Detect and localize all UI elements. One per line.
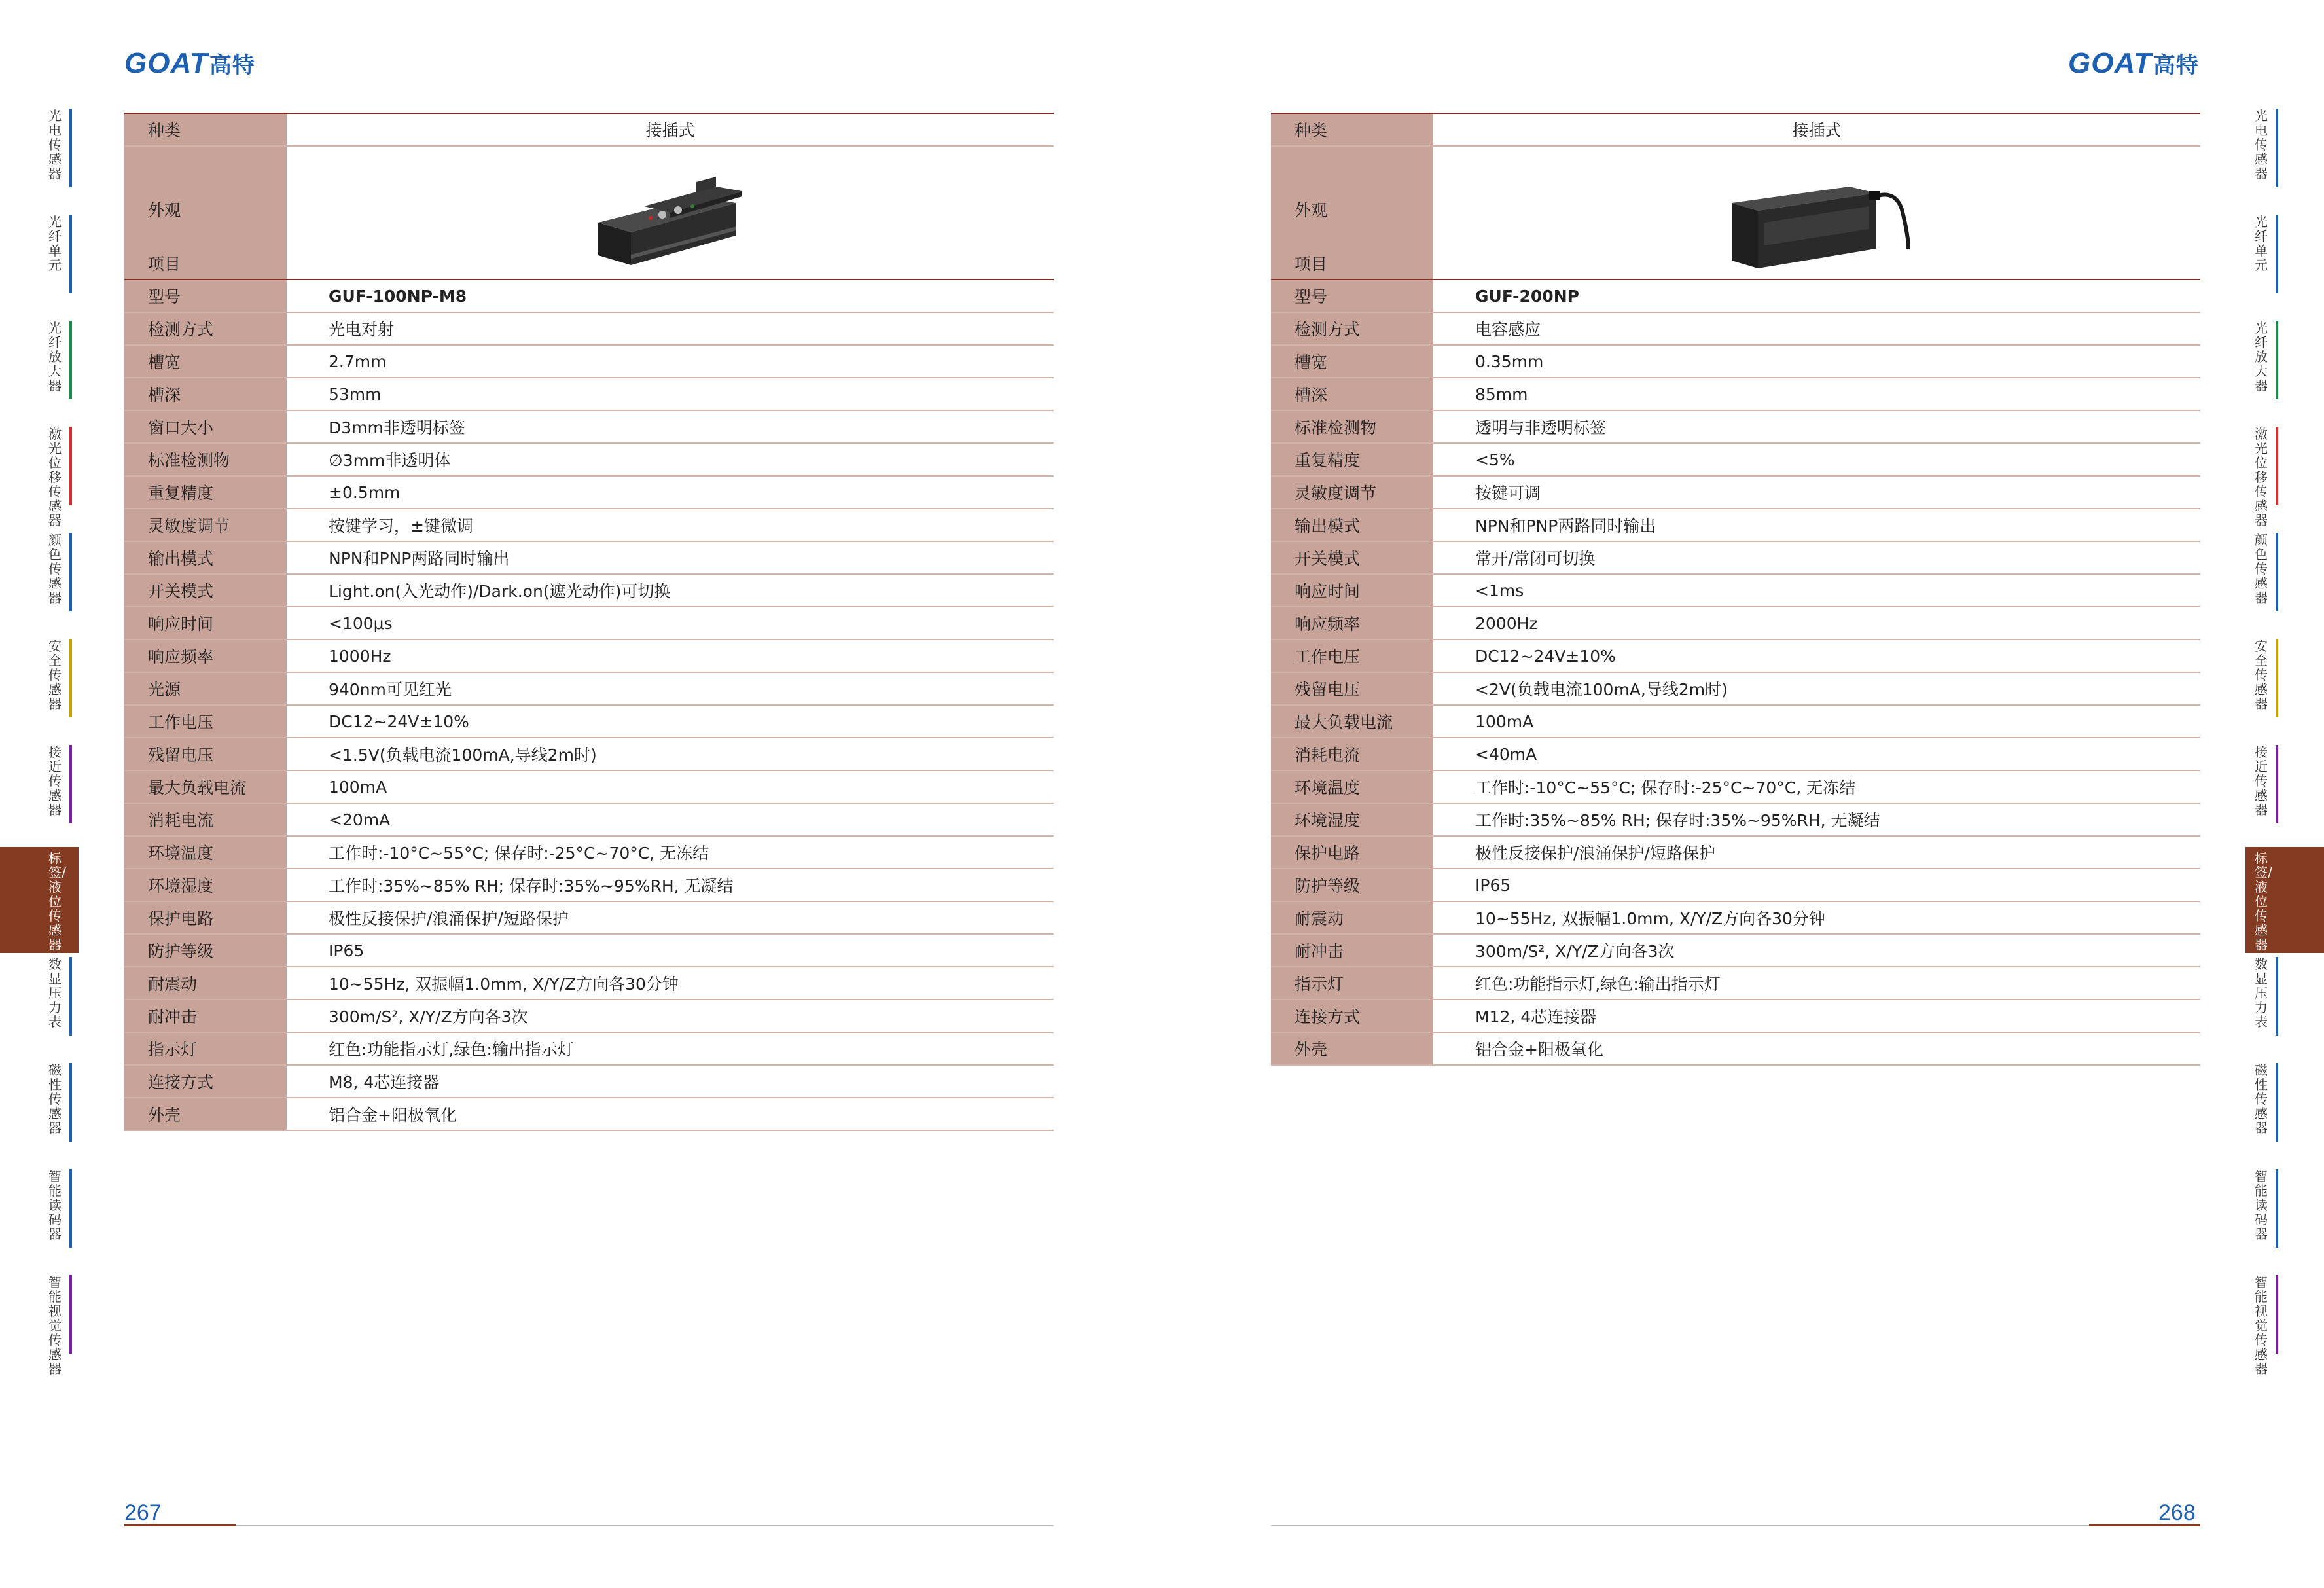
spec-label: 开关模式 (1271, 542, 1433, 573)
sidebar-tab[interactable] (0, 635, 79, 741)
sidebar-tab-bar (2276, 109, 2278, 187)
spec-rows-left (124, 280, 1054, 1131)
sidebar-tab-label: 智能读码器 (48, 1168, 62, 1242)
spec-row (124, 378, 1054, 411)
sidebar-tab[interactable] (2245, 635, 2324, 741)
spec-label: 残留电压 (1271, 673, 1433, 704)
spec-value: DC12~24V±10% (329, 712, 469, 731)
type-label: 种类 (1271, 114, 1433, 145)
spec-value: 10~55Hz, 双振幅1.0mm, X/Y/Z方向各30分钟 (329, 975, 679, 994)
spec-label: 槽深 (124, 378, 287, 410)
spec-row (1271, 837, 2200, 869)
sidebar-tab[interactable] (2245, 1059, 2324, 1165)
sidebar-tab-label: 标签/液位传感器 (48, 850, 66, 952)
sidebar-tab[interactable] (0, 741, 79, 847)
type-label: 种类 (124, 114, 287, 145)
spec-row (124, 673, 1054, 706)
spec-value: 100mA (329, 777, 387, 797)
sidebar-tab-label: 智能视觉传感器 (48, 1274, 62, 1377)
sidebar-tab-bar (69, 745, 72, 823)
type-row (124, 113, 1054, 147)
spec-row (1271, 935, 2200, 967)
spec-label: 外壳 (1271, 1033, 1433, 1064)
spec-value: 10~55Hz, 双振幅1.0mm, X/Y/Z方向各30分钟 (1475, 909, 1825, 928)
spec-value: 940nm可见红光 (329, 680, 452, 699)
sidebar-tab-bar (2276, 745, 2278, 823)
spec-value: 100mA (1475, 712, 1534, 731)
spec-row (124, 1066, 1054, 1098)
sidebar-tab-bar (2276, 851, 2278, 929)
sidebar-tab[interactable] (2245, 741, 2324, 847)
sidebar-tab[interactable] (2245, 105, 2324, 211)
spec-rows-right (1271, 280, 2200, 1066)
spec-value: 光电对射 (329, 320, 395, 339)
spec-label: 最大负载电流 (124, 771, 287, 803)
sidebar-tab[interactable] (0, 423, 79, 529)
sidebar-tab-label: 颜色传感器 (48, 532, 62, 605)
spec-label: 最大负载电流 (1271, 706, 1433, 737)
spec-value: 电容感应 (1475, 320, 1541, 339)
spec-row (124, 1000, 1054, 1033)
spec-value: <100μs (329, 613, 393, 633)
spec-value: D3mm非透明标签 (329, 418, 465, 437)
spec-label: 响应时间 (1271, 575, 1433, 606)
spec-label: 槽深 (1271, 378, 1433, 410)
spec-value: 2.7mm (329, 352, 387, 371)
type-value: 接插式 (1792, 121, 1842, 140)
spec-label: 标准检测物 (124, 444, 287, 475)
spec-row (124, 509, 1054, 542)
appearance-label: 外观 (148, 201, 181, 220)
spec-value: Light.on(入光动作)/Dark.on(遮光动作)可切换 (329, 582, 671, 601)
sidebar-tab-bar (69, 109, 72, 187)
sidebar-tab-label: 光电传感器 (2255, 108, 2268, 181)
spec-row (1271, 444, 2200, 477)
sidebar-tab-label: 磁性传感器 (2255, 1062, 2268, 1136)
spec-row (1271, 411, 2200, 444)
spec-label: 连接方式 (124, 1066, 287, 1097)
spec-value: 极性反接保护/浪涌保护/短路保护 (1475, 844, 1715, 863)
spec-row (124, 738, 1054, 771)
spec-label: 灵敏度调节 (124, 509, 287, 541)
spec-row (124, 1098, 1054, 1131)
spec-row (124, 967, 1054, 1000)
sidebar-tab-bar (69, 1275, 72, 1354)
sidebar-tab-bar (69, 639, 72, 717)
spec-label: 工作电压 (1271, 640, 1433, 672)
spec-label: 保护电路 (1271, 837, 1433, 868)
spec-value: 常开/常闭可切换 (1475, 549, 1596, 568)
spec-row (1271, 477, 2200, 509)
spec-label: 消耗电流 (124, 804, 287, 835)
spec-row (1271, 640, 2200, 673)
page-number-left: 267 (124, 1500, 162, 1525)
sidebar-tab-label: 安全传感器 (2255, 638, 2268, 712)
spec-value: 53mm (329, 384, 382, 404)
sidebar-tab-label: 光纤放大器 (48, 320, 62, 393)
model-value: GUF-100NP-M8 (329, 286, 467, 306)
type-value: 接插式 (645, 121, 695, 140)
spec-value: ∅3mm非透明体 (329, 451, 451, 470)
sidebar-tab-bar (69, 1063, 72, 1142)
sidebar-tab[interactable] (0, 953, 79, 1059)
brand-logo-right: GOAT高特 (2068, 47, 2199, 79)
spec-value: <40mA (1475, 744, 1537, 764)
spec-row (1271, 804, 2200, 837)
sidebar-left (0, 105, 79, 1377)
footer-rule-left (124, 1525, 1054, 1526)
sidebar-tab-label: 激光位移传感器 (48, 426, 62, 528)
spec-label: 开关模式 (124, 575, 287, 606)
spec-label: 防护等级 (1271, 869, 1433, 901)
sidebar-tab-label: 颜色传感器 (2255, 532, 2268, 605)
spec-label: 耐震动 (124, 967, 287, 999)
brand-logo-left: GOAT高特 (124, 47, 255, 79)
spec-row (124, 477, 1054, 509)
spec-row (1271, 509, 2200, 542)
spec-label: 检测方式 (124, 313, 287, 344)
spec-row (124, 935, 1054, 967)
appearance-label: 外观 (1295, 201, 1328, 220)
spec-label: 防护等级 (124, 935, 287, 966)
spec-row (124, 280, 1054, 313)
spec-label: 标准检测物 (1271, 411, 1433, 442)
spec-row (1271, 346, 2200, 378)
spec-row (124, 411, 1054, 444)
spec-value: DC12~24V±10% (1475, 646, 1616, 666)
appearance-row (124, 147, 1054, 279)
spec-row (124, 346, 1054, 378)
spec-label: 响应频率 (1271, 607, 1433, 639)
spec-value: M12, 4芯连接器 (1475, 1007, 1597, 1026)
spec-row (1271, 1033, 2200, 1066)
spec-label: 耐震动 (1271, 902, 1433, 933)
spec-value: <1ms (1475, 581, 1524, 600)
sidebar-tab[interactable] (0, 1165, 79, 1271)
spec-row (1271, 607, 2200, 640)
spec-label: 环境湿度 (1271, 804, 1433, 835)
spec-row (124, 444, 1054, 477)
spec-value: 工作时:35%~85% RH; 保存时:35%~95%RH, 无凝结 (1475, 811, 1880, 830)
sidebar-tab-label: 接近传感器 (48, 744, 62, 818)
sidebar-tab[interactable] (2245, 847, 2324, 953)
spec-row (1271, 967, 2200, 1000)
sidebar-tab[interactable] (0, 105, 79, 211)
spec-value: 按键可调 (1475, 484, 1541, 503)
sidebar-tab-bar (2276, 639, 2278, 717)
sidebar-tab[interactable] (0, 847, 79, 953)
spec-value: 铝合金+阳极氧化 (329, 1106, 457, 1125)
sidebar-tab[interactable] (0, 529, 79, 635)
spec-row (124, 869, 1054, 902)
sidebar-tab[interactable] (2245, 953, 2324, 1059)
spec-label: 工作电压 (124, 706, 287, 737)
spec-label: 输出模式 (124, 542, 287, 573)
spec-row (1271, 673, 2200, 706)
sidebar-tab[interactable] (2245, 1271, 2324, 1377)
spec-value: <1.5V(负载电流100mA,导线2m时) (329, 746, 597, 765)
spec-value: <20mA (329, 810, 391, 829)
spec-row (124, 837, 1054, 869)
sidebar-tab-bar (2276, 1063, 2278, 1142)
spec-row (124, 607, 1054, 640)
spec-value: 工作时:-10°C~55°C; 保存时:-25°C~70°C, 无冻结 (329, 844, 709, 863)
spec-label: 槽宽 (1271, 346, 1433, 377)
spec-label: 型号 (1271, 280, 1433, 312)
spec-label: 消耗电流 (1271, 738, 1433, 770)
sidebar-tab-label: 智能读码器 (2255, 1168, 2268, 1242)
spec-value: 透明与非透明标签 (1475, 418, 1607, 437)
spec-value: <2V(负载电流100mA,导线2m时) (1475, 680, 1728, 699)
spec-label: 响应时间 (124, 607, 287, 639)
sidebar-tab-bar (2276, 321, 2278, 399)
footer-rule-right (1271, 1525, 2200, 1526)
spec-label: 检测方式 (1271, 313, 1433, 344)
spec-value: IP65 (1475, 875, 1511, 895)
spec-table-right (1271, 113, 2200, 1066)
sidebar-right (2245, 105, 2324, 1377)
spec-value: 铝合金+阳极氧化 (1475, 1040, 1603, 1059)
sidebar-tab-label: 接近传感器 (2255, 744, 2268, 818)
spec-label: 槽宽 (124, 346, 287, 377)
sidebar-tab-bar (69, 215, 72, 293)
spec-value: NPN和PNP两路同时输出 (329, 549, 510, 568)
spec-row (1271, 902, 2200, 935)
spec-value: IP65 (329, 941, 365, 960)
sidebar-tab[interactable] (2245, 317, 2324, 423)
spec-label: 保护电路 (124, 902, 287, 933)
item-label: 项目 (1295, 255, 1328, 274)
sidebar-tab-bar (2276, 1169, 2278, 1248)
sidebar-tab[interactable] (0, 1059, 79, 1165)
spec-value: ±0.5mm (329, 482, 401, 502)
sidebar-tab-label: 光纤单元 (2255, 214, 2268, 273)
sidebar-tab-label: 智能视觉传感器 (2255, 1274, 2268, 1377)
sidebar-tab[interactable] (0, 317, 79, 423)
spec-row (1271, 1000, 2200, 1033)
sidebar-tab-label: 光电传感器 (48, 108, 62, 181)
spec-row (124, 902, 1054, 935)
spec-label: 重复精度 (1271, 444, 1433, 475)
spec-label: 残留电压 (124, 738, 287, 770)
spec-label: 指示灯 (1271, 967, 1433, 999)
sidebar-tab-label: 激光位移传感器 (2255, 426, 2268, 528)
spec-label: 环境湿度 (124, 869, 287, 901)
spec-label: 环境温度 (124, 837, 287, 868)
type-row (1271, 113, 2200, 147)
spec-row (124, 771, 1054, 804)
sidebar-tab[interactable] (0, 1271, 79, 1377)
spec-table-left (124, 113, 1054, 1131)
sidebar-tab-label: 光纤单元 (48, 214, 62, 273)
spec-row (1271, 869, 2200, 902)
sidebar-tab-bar (69, 321, 72, 399)
spec-label: 耐冲击 (1271, 935, 1433, 966)
spec-row (1271, 738, 2200, 771)
spec-label: 光源 (124, 673, 287, 704)
sidebar-tab[interactable] (2245, 423, 2324, 529)
spec-row (124, 804, 1054, 837)
spec-label: 灵敏度调节 (1271, 477, 1433, 508)
spec-label: 耐冲击 (124, 1000, 287, 1032)
sidebar-tab[interactable] (2245, 529, 2324, 635)
sidebar-tab-bar (2276, 533, 2278, 611)
item-label: 项目 (148, 255, 181, 274)
product-image-guf-200np (1712, 151, 1922, 275)
spec-label: 连接方式 (1271, 1000, 1433, 1032)
sidebar-tab-bar (69, 427, 72, 505)
sidebar-tab[interactable] (0, 211, 79, 317)
sidebar-tab-bar (2276, 1275, 2278, 1354)
spec-value: 极性反接保护/浪涌保护/短路保护 (329, 909, 569, 928)
sidebar-tab-label: 标签/液位传感器 (2255, 850, 2272, 952)
spec-value: 1000Hz (329, 646, 391, 666)
page-number-right: 268 (2158, 1500, 2196, 1525)
spec-value: 300m/S², X/Y/Z方向各3次 (1475, 942, 1675, 961)
spec-row (1271, 313, 2200, 346)
spec-value: M8, 4芯连接器 (329, 1073, 440, 1092)
spec-value: <5% (1475, 450, 1515, 469)
spec-label: 重复精度 (124, 477, 287, 508)
sidebar-tab-label: 数显压力表 (48, 956, 62, 1030)
spec-value: 工作时:35%~85% RH; 保存时:35%~95%RH, 无凝结 (329, 876, 734, 895)
spec-row (124, 640, 1054, 673)
spec-row (124, 313, 1054, 346)
sidebar-tab-label: 安全传感器 (48, 638, 62, 712)
spec-label: 型号 (124, 280, 287, 312)
spec-label: 输出模式 (1271, 509, 1433, 541)
spec-value: 0.35mm (1475, 352, 1544, 371)
spec-row (1271, 542, 2200, 575)
spec-label: 环境温度 (1271, 771, 1433, 803)
spec-row (1271, 378, 2200, 411)
sidebar-tab-bar (69, 533, 72, 611)
spec-value: 红色:功能指示灯,绿色:输出指示灯 (329, 1040, 574, 1059)
sidebar-tab-label: 光纤放大器 (2255, 320, 2268, 393)
sidebar-tab-bar (2276, 427, 2278, 505)
spec-label: 响应频率 (124, 640, 287, 672)
spec-value: 红色:功能指示灯,绿色:输出指示灯 (1475, 975, 1721, 994)
spec-value: 2000Hz (1475, 613, 1538, 633)
sidebar-tab[interactable] (2245, 211, 2324, 317)
spec-row (1271, 280, 2200, 313)
sidebar-tab-bar (69, 1169, 72, 1248)
appearance-row (1271, 147, 2200, 279)
spec-row (124, 1033, 1054, 1066)
sidebar-tab-bar (69, 957, 72, 1036)
spec-label: 外壳 (124, 1098, 287, 1130)
spec-row (1271, 575, 2200, 607)
spec-row (124, 575, 1054, 607)
product-image-guf-100np (585, 151, 755, 275)
spec-row (1271, 771, 2200, 804)
spec-value: 85mm (1475, 384, 1528, 404)
spec-row (124, 542, 1054, 575)
sidebar-tab-bar (2276, 215, 2278, 293)
spec-row (1271, 706, 2200, 738)
spec-label: 指示灯 (124, 1033, 287, 1064)
model-value: GUF-200NP (1475, 286, 1579, 306)
sidebar-tab-label: 数显压力表 (2255, 956, 2268, 1030)
sidebar-tab-label: 磁性传感器 (48, 1062, 62, 1136)
spec-value: 按键学习，±键微调 (329, 516, 473, 535)
spec-row (124, 706, 1054, 738)
sidebar-tab-bar (69, 851, 72, 929)
sidebar-tab[interactable] (2245, 1165, 2324, 1271)
spec-label: 窗口大小 (124, 411, 287, 442)
spec-value: 300m/S², X/Y/Z方向各3次 (329, 1007, 528, 1026)
spec-value: 工作时:-10°C~55°C; 保存时:-25°C~70°C, 无冻结 (1475, 778, 1856, 797)
sidebar-tab-bar (2276, 957, 2278, 1036)
spec-value: NPN和PNP两路同时输出 (1475, 516, 1656, 535)
